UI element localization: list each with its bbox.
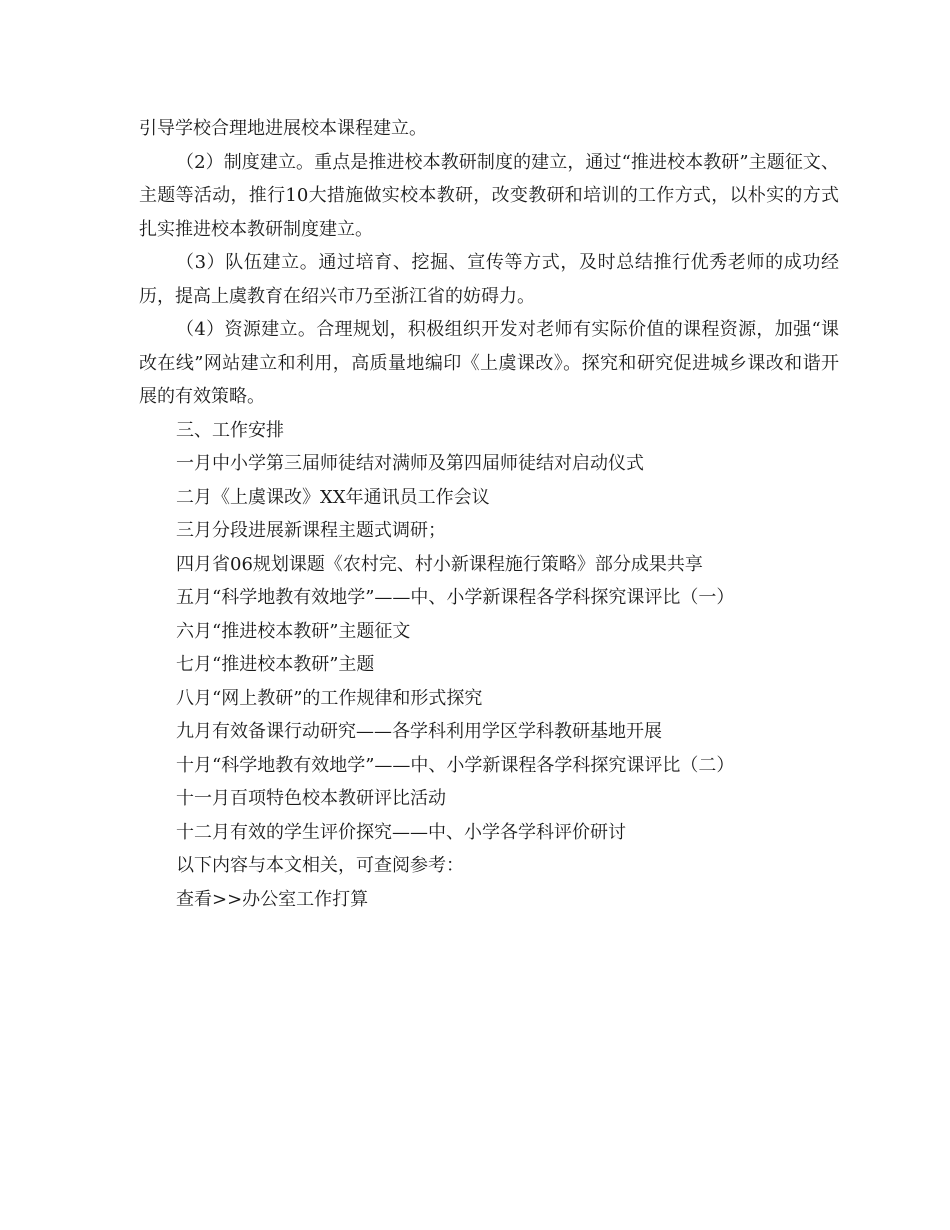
schedule-item-october: 十月“科学地教有效地学”——中、小学新课程各学科探究课评比（二）	[176, 754, 735, 776]
schedule-item-august: 八月“网上教研”的工作规律和形式探究	[176, 687, 483, 709]
section-heading: 三、工作安排	[176, 419, 284, 441]
schedule-item-january: 一月中小学第三届师徒结对满师及第四届师徒结对启动仪式	[176, 453, 644, 474]
schedule-item-march: 三月分段进展新课程主题式调研；	[176, 520, 446, 541]
paragraph-resource-building: （4）资源建立。合理规划，积极组织开发对老师有实际价值的课程资源，加强“课改在线”网站建立和利用，高质量地编印《上虞课改》。探究和研究促进城乡课改和谐开展的有效策略。	[139, 319, 839, 407]
related-link[interactable]: 查看>>办公室工作打算	[176, 888, 369, 910]
schedule-item-december: 十二月有效的学生评价探究——中、小学各学科评价研讨	[176, 821, 626, 843]
paragraph-team-building: （3）队伍建立。通过培育、挖掘、宣传等方式，及时总结推行优秀老师的成功经历，提高上虞教育在绍兴市乃至浙江省的妨碍力。	[139, 252, 839, 307]
schedule-item-february: 二月《上虞课改》XX年通讯员工作会议	[176, 486, 490, 508]
schedule-item-june: 六月“推进校本教研”主题征文	[176, 620, 411, 642]
schedule-item-may: 五月“科学地教有效地学”——中、小学新课程各学科探究课评比（一）	[176, 587, 735, 608]
document-body	[139, 112, 839, 916]
paragraph-intro: 引导学校合理地进展校本课程建立。	[139, 118, 427, 139]
schedule-list	[139, 447, 839, 849]
related-note: 以下内容与本文相关，可查阅参考：	[176, 855, 464, 876]
schedule-item-july: 七月“推进校本教研”主题	[176, 654, 375, 675]
schedule-item-november: 十一月百项特色校本教研评比活动	[176, 788, 446, 809]
paragraph-system-building: （2）制度建立。重点是推进校本教研制度的建立，通过“推进校本教研”主题征文、主题等活动，推行10大措施做实校本教研，改变教研和培训的工作方式，以朴实的方式扎实推进校本教研制度建立。	[139, 151, 839, 240]
schedule-item-september: 九月有效备课行动研究——各学科利用学区学科教研基地开展	[176, 721, 662, 742]
schedule-item-april: 四月省06规划课题《农村完、村小新课程施行策略》部分成果共享	[176, 553, 703, 575]
